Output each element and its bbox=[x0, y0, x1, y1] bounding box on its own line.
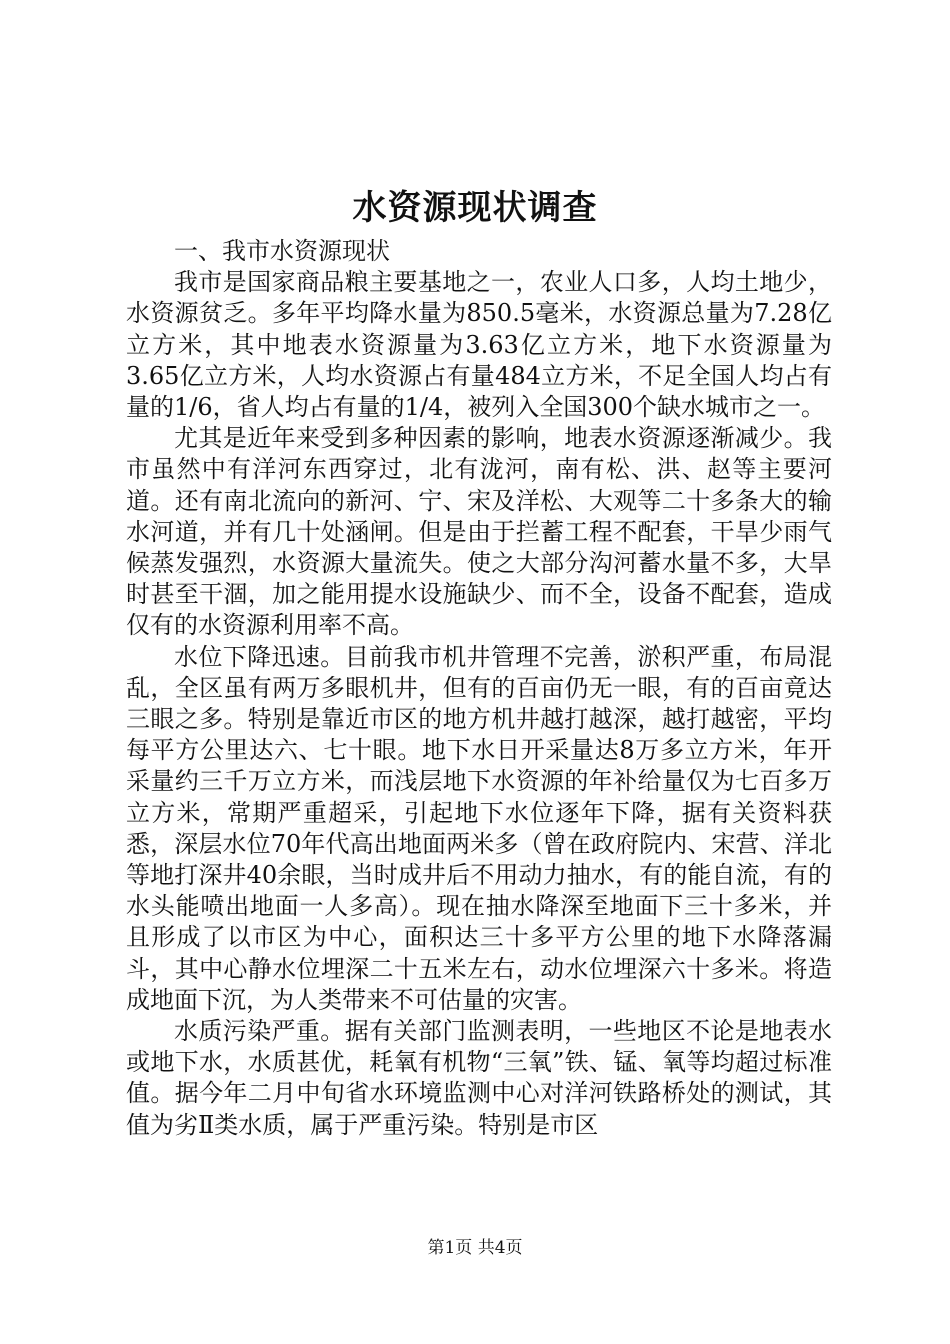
paragraph: 我市是国家商品粮主要基地之一，农业人口多，人均土地少，水资源贫乏。多年平均降水量为850.5毫米，水资源总量为7.28亿立方米，其中地表水资源量为3.63亿立方米，地下水资源量为3.65亿立方米，人均水资源占有量484立方米，不足全国人均占有量的1/6，省人均占有量的1/4，被列入全国300个缺水城市之一。 bbox=[126, 268, 832, 422]
paragraph: 水位下降迅速。目前我市机井管理不完善，淤积严重，布局混乱，全区虽有两万多眼机井，但有的百亩仍无一眼，有的百亩竟达三眼之多。特别是靠近市区的地方机井越打越深，越打越密，平均每平方公里达六、七十眼。地下水日开采量达8万多立方米，年开采量约三千万立方米，而浅层地下水资源的年补给量仅为七百多万立方米，常期严重超采，引起地下水位逐年下降，据有关资料获悉，深层水位70年代高出地面两米多（曾在政府院内、宋营、洋北等地打深井40余眼，当时成井后不用动力抽水，有的能自流，有的水头能喷出地面一人多高）。现在抽水降深至地面下三十多米，并且形成了以市区为中心，面积达三十多平方公里的地下水降落漏斗，其中心静水位埋深二十五米左右，动水位埋深六十多米。将造成地面下沉，为人类带来不可估量的灾害。 bbox=[126, 642, 832, 1014]
paragraph: 尤其是近年来受到多种因素的影响，地表水资源逐渐减少。我市虽然中有洋河东西穿过，北有泷河，南有松、洪、赵等主要河道。还有南北流向的新河、宁、宋及洋松、大观等二十多条大的输水河道，并有几十处涵闸。但是由于拦蓄工程不配套，干旱少雨气候蒸发强烈，水资源大量流失。使之大部分沟河蓄水量不多，大旱时甚至干涸，加之能用提水设施缺少、而不全，设备不配套，造成仅有的水资源利用率不高。 bbox=[126, 424, 832, 640]
paragraph: 水质污染严重。据有关部门监测表明，一些地区不论是地表水或地下水，水质甚优，耗氧有机物“三氧”铁、锰、氧等均超过标准值。据今年二月中旬省水环境监测中心对洋河铁路桥处的测试，其值为劣Ⅱ类水质，属于严重污染。特别是市区 bbox=[126, 1017, 832, 1139]
document-title: 水资源现状调查 bbox=[352, 188, 598, 228]
section-heading: 一、我市水资源现状 bbox=[174, 237, 390, 265]
document-body bbox=[126, 236, 832, 1141]
page-footer: 第1页 共4页 bbox=[427, 1238, 523, 1258]
